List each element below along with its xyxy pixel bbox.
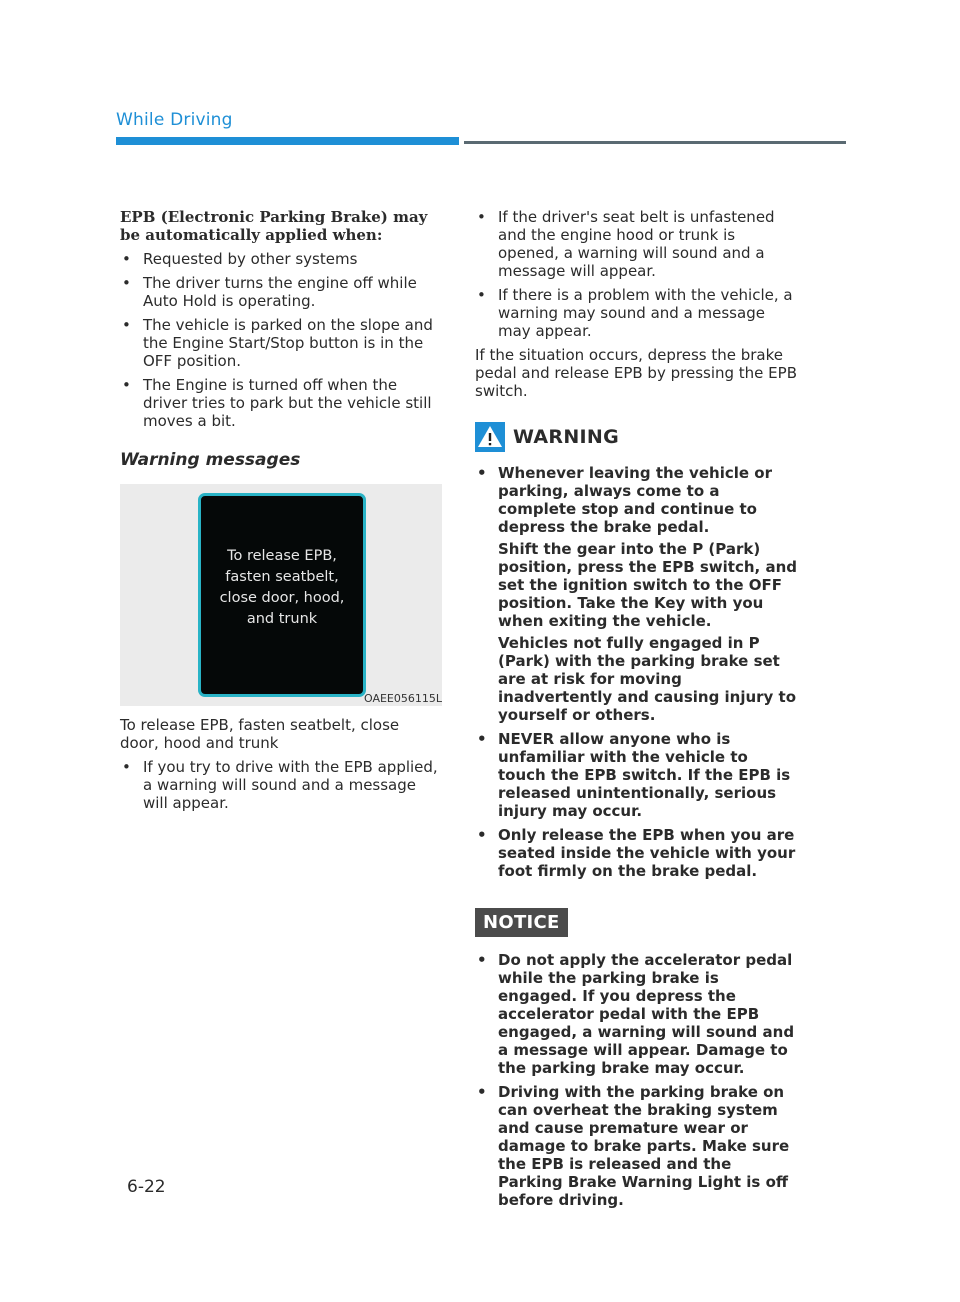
warning-triangle-icon: [475, 422, 505, 452]
notice-label: NOTICE: [475, 908, 568, 937]
list-item: • If there is a problem with the vehicle, a warning may sound and a message may appear.: [475, 286, 800, 340]
release-instructions: If the situation occurs, depress the brake pedal and release EPB by pressing the EPB switch.: [475, 346, 797, 400]
warning-list: [475, 464, 800, 880]
list-item: [475, 464, 800, 724]
figure-code: OAEE056115L: [363, 692, 442, 705]
cluster-display-message: To release EPB, fasten seatbelt, close door, hood, and trunk: [219, 548, 345, 627]
notice-list: [475, 951, 800, 1209]
cluster-display: [198, 493, 366, 697]
list-item: • The Engine is turned off when the driver tries to park but the vehicle still moves a bit.: [120, 376, 442, 430]
header-rule: [464, 141, 846, 144]
header-accent-bar: [116, 137, 459, 145]
warning-header: [475, 422, 800, 452]
list-item: • If the driver's seat belt is unfastened and the engine hood or trunk is opened, a warning will sound and a message will appear.: [475, 208, 800, 280]
epb-auto-apply-heading: EPB (Electronic Parking Brake) may be automatically applied when:: [120, 208, 428, 244]
list-item: • The driver turns the engine off while Auto Hold is operating.: [120, 274, 442, 310]
section-title: While Driving: [116, 110, 233, 130]
list-item: • Requested by other systems: [120, 250, 442, 268]
warning-label: WARNING: [513, 426, 620, 448]
left-column: [120, 208, 442, 818]
epb-auto-apply-list: [120, 250, 442, 430]
page-number: 6-22: [127, 1177, 166, 1197]
cluster-message-figure: [120, 484, 442, 706]
warning-item-paragraph: Shift the gear into the P (Park) position, press the EPB switch, and set the ignition switch to the OFF position. Take the Key with you when exiting the vehicle.: [498, 540, 797, 630]
warning-item-text: Whenever leaving the vehicle or parking, always come to a complete stop and continue to depress the brake pedal.: [498, 464, 772, 536]
list-item: • If you try to drive with the EPB applied, a warning will sound and a message will appear.: [120, 758, 442, 812]
list-item: • Do not apply the accelerator pedal while the parking brake is engaged. If you depress the accelerator pedal with the EPB engaged, a warning will sound and a message will appear. Damage to the parking brake may occur.: [475, 951, 800, 1077]
figure-caption: To release EPB, fasten seatbelt, close door, hood and trunk: [120, 716, 400, 752]
right-column: [475, 208, 800, 1215]
list-item: • NEVER allow anyone who is unfamiliar with the vehicle to touch the EPB switch. If the EPB is released unintentionally, serious injury may occur.: [475, 730, 800, 820]
list-item: • Driving with the parking brake on can overheat the braking system and cause premature wear or damage to brake parts. Make sure the EPB is released and the Parking Brake Warning Light is off before driving.: [475, 1083, 800, 1209]
warning-item-paragraph: Vehicles not fully engaged in P (Park) with the parking brake set are at risk for moving inadvertently and causing injury to yourself or others.: [498, 634, 797, 724]
drive-warning-list: [120, 758, 442, 812]
list-item: • Only release the EPB when you are seated inside the vehicle with your foot firmly on the brake pedal.: [475, 826, 800, 880]
warning-messages-heading: Warning messages: [120, 450, 301, 470]
list-item: • The vehicle is parked on the slope and the Engine Start/Stop button is in the OFF position.: [120, 316, 442, 370]
right-conditions-list: [475, 208, 800, 340]
